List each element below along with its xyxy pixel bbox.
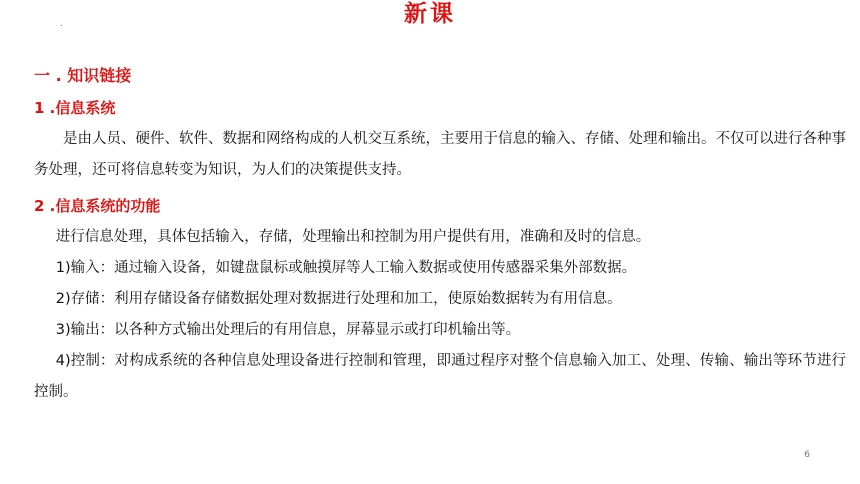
subheading-info-system: 1 .信息系统 bbox=[34, 99, 116, 117]
function-output: 3)输出：以各种方式输出处理后的有用信息，屏幕显示或打印机输出等。 bbox=[55, 322, 521, 338]
function-control: 4)控制：对构成系统的各种信息处理设备进行控制和管理，即通过程序对整个信息输入加工、处理、传输、输出等环节进行控制。 bbox=[34, 353, 846, 400]
function-input: 1)输入：通过输入设备，如键盘鼠标或触摸屏等人工输入数据或使用传感器采集外部数据。 bbox=[55, 260, 637, 276]
section-heading: 一 . 知识链接 bbox=[34, 66, 132, 85]
function-storage: 2)存储：利用存储设备存储数据处理对数据进行处理和加工，使原始数据转为有用信息。 bbox=[55, 291, 622, 307]
dot-mark: . bbox=[60, 19, 63, 28]
slide-title: 新课 bbox=[404, 1, 456, 27]
definition-paragraph: 是由人员、硬件、软件、数据和网络构成的人机交互系统，主要用于信息的输入、存储、处理和输出。不仅可以进行各种事务处理，还可将信息转变为知识，为人们的决策提供支持。 bbox=[34, 131, 846, 178]
definition-block bbox=[34, 124, 846, 186]
functions-block bbox=[34, 222, 846, 408]
subheading-functions: 2 .信息系统的功能 bbox=[34, 197, 161, 215]
function-intro: 进行信息处理，具体包括输入，存储，处理输出和控制为用户提供有用，准确和及时的信息。 bbox=[55, 229, 651, 245]
page-number: 6 bbox=[804, 450, 810, 460]
